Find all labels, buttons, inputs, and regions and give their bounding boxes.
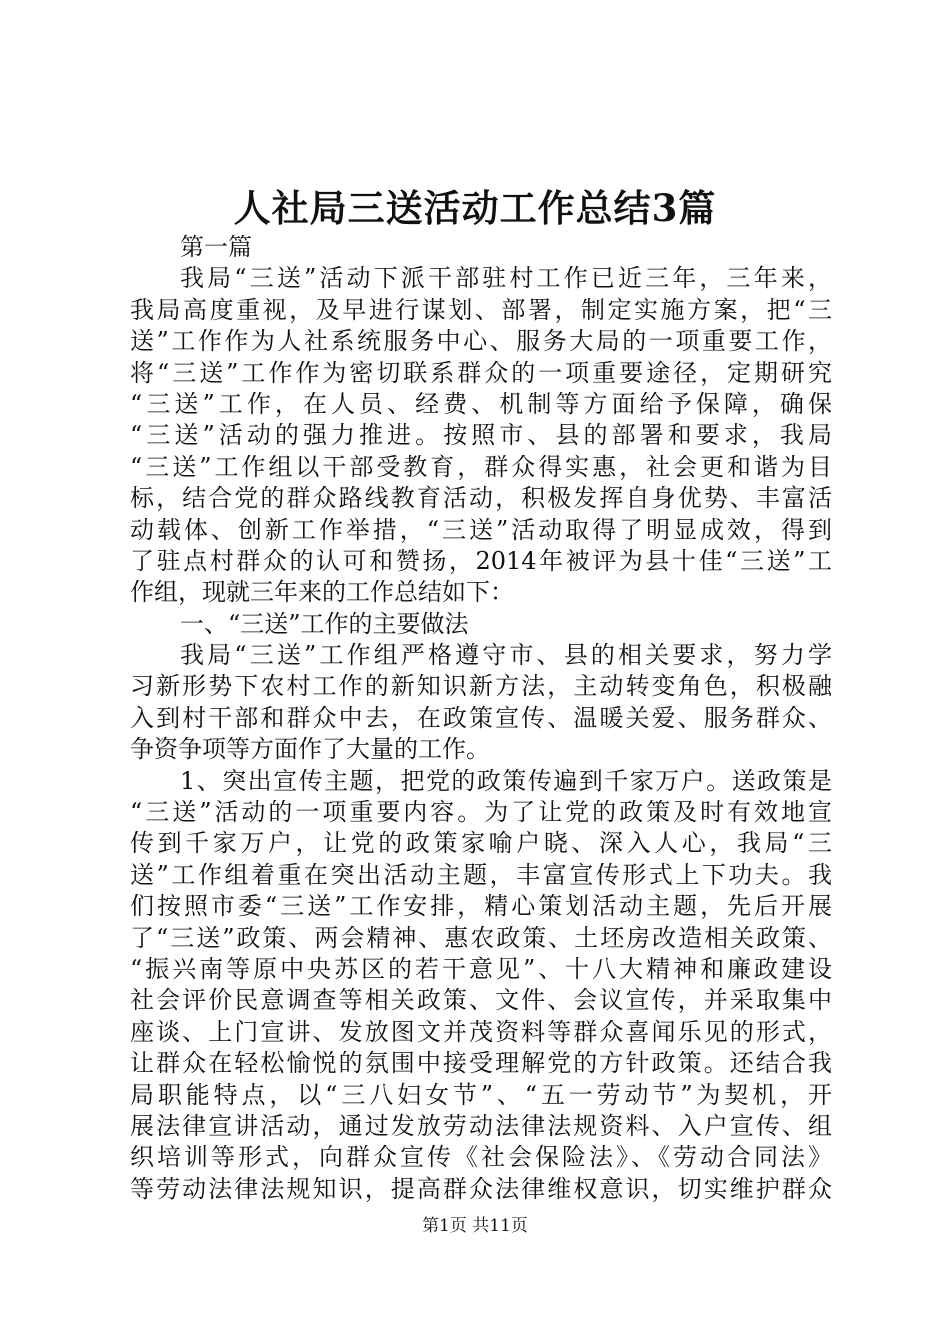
paragraph-line: 了驻点村群众的认可和赞扬，2014年被评为县十佳“三送”工: [130, 546, 832, 575]
paragraph-line: 入到村干部和群众中去，在政策宣传、温暖关爱、服务群众、: [130, 703, 832, 732]
paragraph-line: 送”工作组着重在突出活动主题，丰富宣传形式上下功夫。我: [130, 860, 832, 889]
paragraph-line: 我局“三送”工作组严格遵守市、县的相关要求，努力学: [180, 641, 832, 670]
paragraph-line: 座谈、上门宣讲、发放图文并茂资料等群众喜闻乐见的形式，: [130, 1017, 832, 1046]
paragraph-line: 将“三送”工作作为密切联系群众的一项重要途径，定期研究: [130, 358, 832, 387]
paragraph-line: 争资争项等方面作了大量的工作。: [130, 735, 490, 764]
paragraph-line: 传到千家万户，让党的政策家喻户晓、深入人心，我局“三: [130, 829, 832, 858]
paragraph-line: “三送”活动的强力推进。按照市、县的部署和要求，我局: [130, 421, 832, 450]
paragraph-line: 局职能特点，以“三八妇女节”、“五一劳动节”为契机，开: [130, 1080, 832, 1109]
paragraph-line: 社会评价民意调查等相关政策、文件、会议宣传，并采取集中: [130, 986, 832, 1015]
page-footer: 第1页 共11页: [422, 1216, 528, 1236]
section-heading: 一、“三送”工作的主要做法: [180, 609, 469, 638]
paragraph-line: 织培训等形式，向群众宣传《社会保险法》、《劳动合同法》: [130, 1143, 832, 1172]
paragraph-line: “三送”工作组以干部受教育，群众得实惠，社会更和谐为目: [130, 452, 832, 481]
document-body: [130, 232, 832, 1205]
paragraph-line: 展法律宣讲活动，通过发放劳动法律法规资料、入户宣传、组: [130, 1111, 832, 1140]
paragraph-line: 让群众在轻松愉悦的氛围中接受理解党的方针政策。还结合我: [130, 1049, 832, 1078]
paragraph-line: 们按照市委“三送”工作安排，精心策划活动主题，先后开展: [130, 892, 832, 921]
paragraph-line: 送”工作作为人社系统服务中心、服务大局的一项重要工作，: [130, 327, 832, 356]
paragraph-line: 习新形势下农村工作的新知识新方法，主动转变角色，积极融: [130, 672, 832, 701]
paragraph-line: “三送”活动的一项重要内容。为了让党的政策及时有效地宣: [130, 798, 832, 827]
paragraph-line: 了“三送”政策、两会精神、惠农政策、土坯房改造相关政策、: [130, 923, 832, 952]
paragraph-line: 标，结合党的群众路线教育活动，积极发挥自身优势、丰富活: [130, 484, 832, 513]
paragraph-line: 作组，现就三年来的工作总结如下：: [130, 578, 514, 607]
paragraph-line: 1、突出宣传主题，把党的政策传遍到千家万户。送政策是: [180, 766, 832, 795]
paragraph-line: 我局高度重视，及早进行谋划、部署，制定实施方案，把“三: [130, 295, 832, 324]
paragraph-line: 等劳动法律法规知识，提高群众法律维权意识，切实维护群众: [130, 1174, 832, 1203]
paragraph-line: 我局“三送”活动下派干部驻村工作已近三年，三年来，: [180, 264, 832, 293]
section-label: 第一篇: [180, 233, 252, 261]
document-title: 人社局三送活动工作总结3篇: [233, 186, 717, 230]
paragraph-line: 动载体、创新工作举措，“三送”活动取得了明显成效，得到: [130, 515, 832, 544]
paragraph-line: “振兴南等原中央苏区的若干意见”、十八大精神和廉政建设: [130, 954, 832, 983]
paragraph-line: “三送”工作，在人员、经费、机制等方面给予保障，确保: [130, 389, 832, 418]
